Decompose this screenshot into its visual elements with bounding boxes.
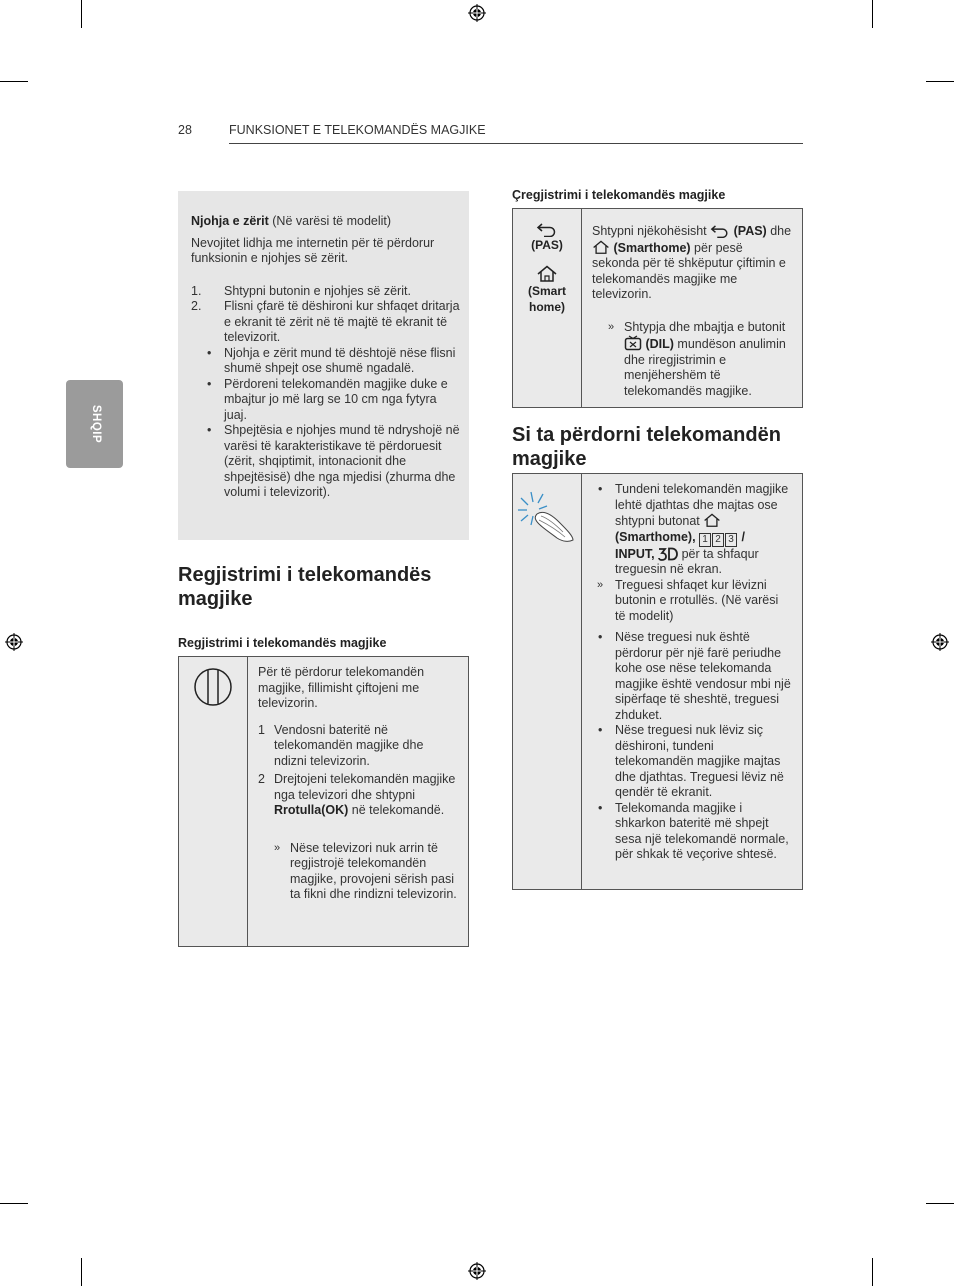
crop-mark — [81, 1258, 82, 1286]
list-item: • Nëse treguesi nuk lëviz siç dëshironi, tundeni telekomandën magjike majtas dhe djathtas. Treguesi lëviz në qendër të ekranit. — [592, 723, 792, 801]
crop-mark — [872, 1258, 873, 1286]
voice-intro: Nevojitet lidhja me internetin për të përdorur funksionin e njohjes së zërit. — [191, 235, 435, 265]
list-item: • Tundeni telekomandën magjike lehtë djathtas dhe majtas ose shtypni butonat (Smarthome), 1 2 3 / INPUT, për ta shfaqur treguesin në ekran. — [592, 482, 792, 578]
list-item: • Shpejtësia e njohjes mund të ndryshojë në varësi të karakteristikave të përdoruesit (zërit, shqiptimit, intonacionit dhe shpejtësisë) dhe nga mjedisi (zhurma dhe volumi i televizorit). — [191, 423, 461, 501]
smart-home-label: (Smart home) — [527, 284, 566, 314]
home-icon — [703, 513, 721, 528]
deregistration-subheading: Çregjistrimi i telekomandës magjike — [512, 188, 726, 202]
back-icon — [536, 221, 558, 237]
crop-mark — [0, 1203, 28, 1204]
back-icon — [710, 223, 730, 238]
crop-mark — [872, 0, 873, 28]
deregistration-text-cell — [582, 209, 803, 408]
voice-steps — [191, 284, 461, 346]
list-item: 2. Flisni çfarë të dëshironi kur shfaqet dritarja e ekranit të zërit në të majtë të ekranit të televizorit. — [191, 299, 460, 344]
list-item: 1 Vendosni bateritë në telekomandën magjike dhe ndizni televizorin. — [258, 722, 424, 768]
voice-recognition-box — [178, 191, 469, 540]
registration-intro: Për të përdorur telekomandën magjike, fillimisht çiftojeni me televizorin. — [258, 665, 425, 710]
usage-bullets — [592, 482, 792, 863]
usage-table — [512, 473, 803, 890]
list-item: • Nëse treguesi nuk është përdorur për një farë periudhe kohe ose nëse telekomanda magjike është vendosur mbi një sipërfaqe të sheshtë, treguesi zhduket. — [592, 630, 792, 723]
list-item: • Përdoreni telekomandën magjike duke e mbajtur jo më larg se 10 cm nga fytyra juaj. — [191, 377, 461, 424]
exit-icon — [624, 335, 642, 351]
3d-icon — [658, 547, 678, 561]
page-number: 28 — [178, 123, 192, 137]
deregistration-icon-cell — [513, 209, 582, 408]
registration-icon-cell — [179, 657, 248, 947]
crop-mark — [81, 0, 82, 28]
registration-note: » Nëse televizori nuk arrin të regjistrojë telekomandën magjike, provojeni sërish pasi ta fikni dhe rindizni televizorin. — [258, 841, 458, 903]
deregistration-table — [512, 208, 803, 408]
registration-mark-icon — [468, 4, 486, 22]
home-icon — [536, 265, 558, 283]
list-item: • Telekomanda magjike i shkarkon bateritë më shpejt sesa një telekomandë normale, për shkak të veçorive shtesë. — [592, 801, 792, 863]
remote-wheel-icon — [193, 667, 233, 707]
registration-heading: Regjistrimi i telekomandës magjike — [178, 564, 432, 610]
registration-mark-icon — [5, 633, 23, 651]
home-icon — [592, 240, 610, 255]
usage-heading: Si ta përdorni telekomandën magjike — [512, 424, 781, 470]
language-tab — [66, 380, 123, 468]
pas-label: (PAS) — [531, 238, 563, 252]
registration-mark-icon — [931, 633, 949, 651]
list-item: 1. Shtypni butonin e njohjes së zërit. — [191, 283, 411, 298]
deregistration-text: Shtypni njëkohësisht (PAS) dhe (Smarthome) për pesë sekonda për të shkëputur çiftimin e telekomandës magjike me televizorin. — [592, 224, 792, 301]
page-header-title: FUNKSIONET E TELEKOMANDËS MAGJIKE — [229, 123, 486, 137]
digit-button-3: 3 — [725, 533, 737, 547]
voice-bullets — [191, 346, 461, 501]
registration-subheading: Regjistrimi i telekomandës magjike — [178, 636, 387, 650]
digit-button-1: 1 — [699, 533, 711, 547]
crop-mark — [0, 81, 28, 82]
crop-mark — [926, 1203, 954, 1204]
usage-icon-cell — [513, 474, 582, 890]
deregistration-note: » Shtypja dhe mbajtja e butonit (DIL) mundëson anulimin dhe riregjistrimin e menjëhershëm të telekomandës magjike. — [592, 320, 792, 400]
registration-table — [178, 656, 469, 947]
language-tab-label: SHQIP — [89, 404, 102, 444]
digit-button-2: 2 — [712, 533, 724, 547]
shake-remote-icon — [517, 490, 577, 545]
registration-text-cell — [248, 657, 469, 947]
header-rule — [229, 143, 803, 144]
list-item: 2 Drejtojeni telekomandën magjike nga televizori dhe shtypni Rrotulla(OK) në telekomandë. — [258, 772, 456, 817]
crop-mark — [926, 81, 954, 82]
usage-note: » Treguesi shfaqet kur lëvizni butonin e rrotullës. (Në varësi të modelit) — [592, 578, 792, 625]
voice-title: Njohja e zërit (Në varësi të modelit) — [191, 214, 392, 228]
list-item: • Njohja e zërit mund të dështojë nëse flisni shumë shpejt ose shumë ngadalë. — [191, 346, 461, 377]
registration-mark-icon — [468, 1262, 486, 1280]
usage-text-cell — [582, 474, 803, 890]
